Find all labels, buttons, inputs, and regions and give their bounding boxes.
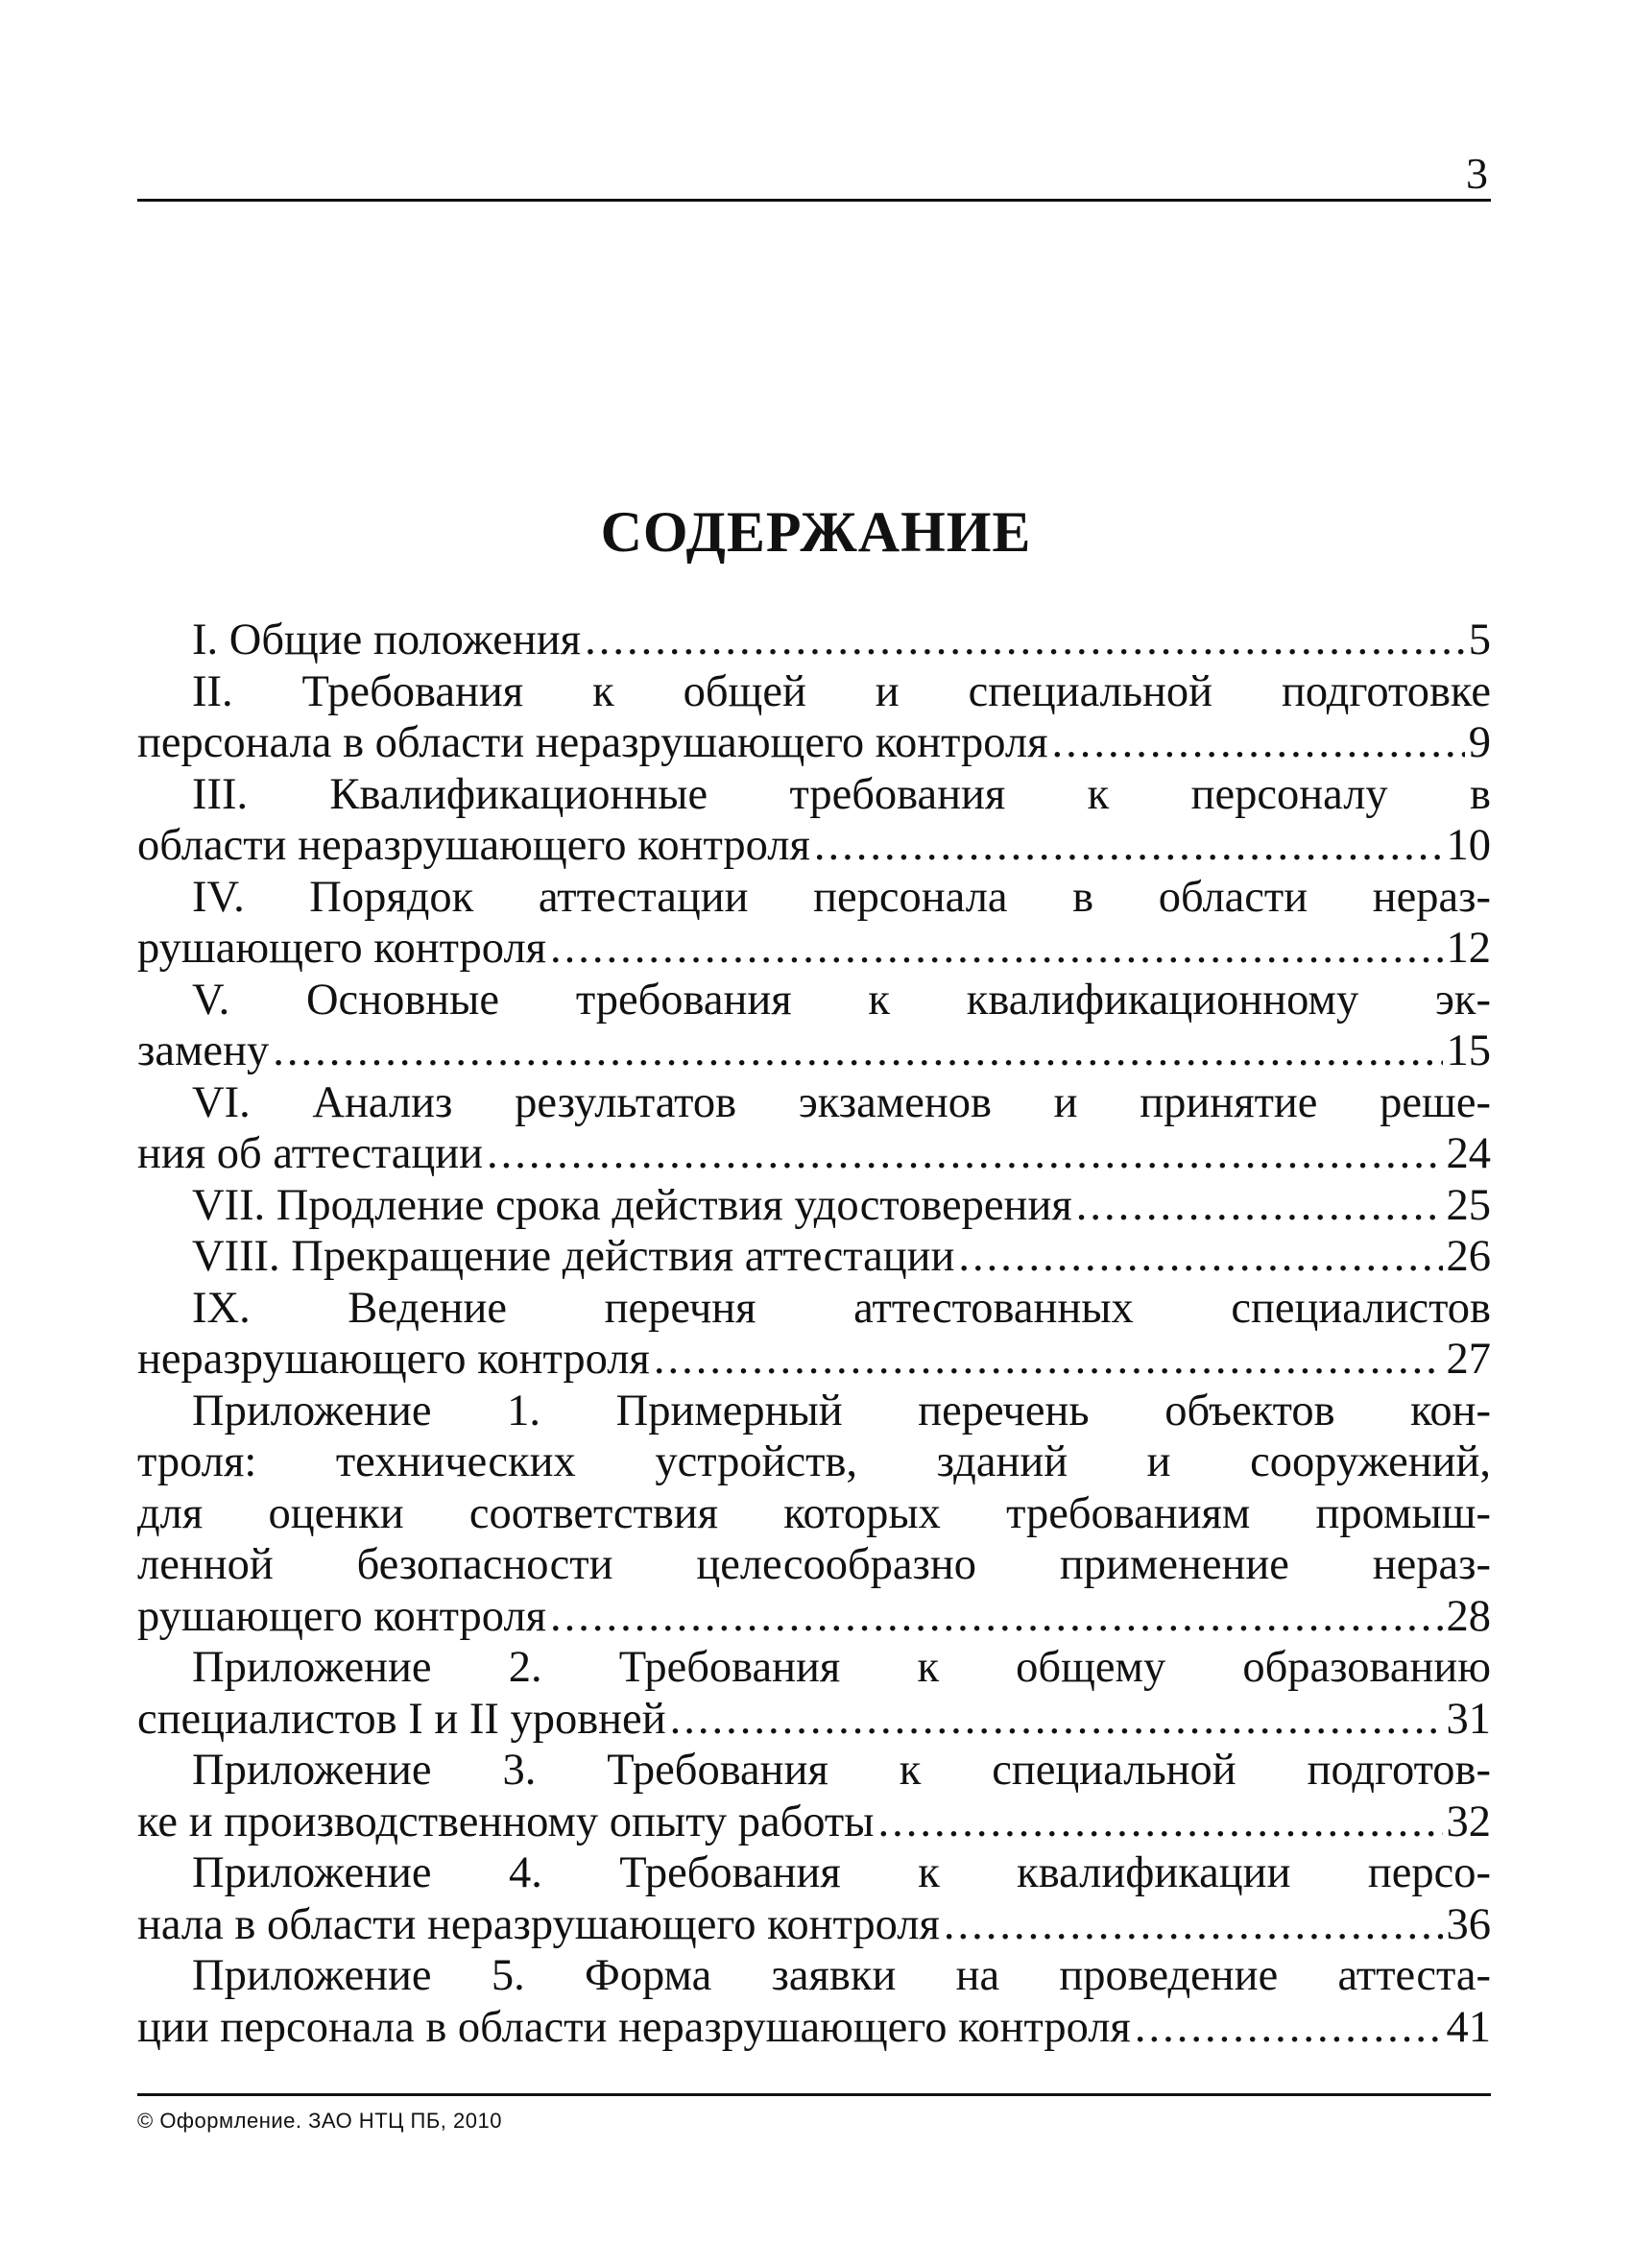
toc-entry-text: IX. Ведение перечня аттестованных специалистов	[192, 1283, 1491, 1333]
toc-line	[137, 1539, 1491, 1591]
toc-leader-dots	[877, 1797, 1442, 1848]
toc-entry-text: персонала в области неразрушающего контроля	[137, 718, 1048, 767]
toc-entry	[137, 1642, 1491, 1745]
toc-entry-text: Приложение 2. Требования к общему образованию	[192, 1643, 1491, 1692]
toc-page-number: 5	[1468, 615, 1491, 664]
toc-line-last	[137, 1128, 1491, 1180]
toc-entry-text: VII. Продление срока действия удостоверения	[192, 1180, 1072, 1230]
toc-entry-text: Приложение 1. Примерный перечень объектов кон-	[192, 1386, 1491, 1436]
toc-line-last	[137, 1334, 1491, 1386]
toc-line	[137, 1436, 1491, 1488]
toc-entry	[137, 1386, 1491, 1643]
toc-entry-text: III. Квалификационные требования к персоналу в	[192, 769, 1491, 819]
toc-leader-dots	[670, 1694, 1443, 1746]
toc-entry-text: рушающего контроля	[137, 924, 547, 973]
toc-entry-text: ленной безопасности целесообразно применение нераз-	[137, 1540, 1491, 1589]
page-title: СОДЕРЖАНИЕ	[600, 500, 1032, 564]
toc-entry-text: IV. Порядок аттестации персонала в области нераз-	[192, 872, 1491, 922]
toc-line-last	[137, 923, 1491, 975]
toc-entry-text: для оценки соответствия которых требованиям промыш-	[137, 1488, 1491, 1538]
toc-leader-dots	[273, 1025, 1442, 1077]
toc-entry	[137, 1847, 1491, 1950]
toc-entry-text: специалистов I и II уровней	[137, 1694, 666, 1744]
toc-leader-dots	[550, 923, 1442, 975]
toc-entry-text: области неразрушающего контроля	[137, 821, 810, 870]
toc-page-number: 25	[1446, 1180, 1491, 1230]
table-of-contents	[137, 615, 1491, 2053]
toc-leader-dots	[944, 1899, 1443, 1951]
toc-page-number: 15	[1446, 1026, 1491, 1075]
toc-leader-dots	[550, 1591, 1442, 1643]
toc-page-number: 12	[1446, 924, 1491, 973]
toc-line	[137, 1488, 1491, 1540]
toc-page-number: 31	[1446, 1694, 1491, 1744]
toc-entry-text: II. Требования к общей и специальной подготовке	[192, 666, 1491, 716]
toc-entry-text: троля: технических устройств, зданий и сооружений,	[137, 1437, 1491, 1486]
toc-page-number: 32	[1446, 1797, 1491, 1846]
toc-line	[137, 1745, 1491, 1797]
toc-leader-dots	[1052, 717, 1465, 769]
toc-line-last	[137, 615, 1491, 666]
toc-line	[137, 1077, 1491, 1129]
toc-entry-text: VIII. Прекращение действия аттестации	[192, 1232, 955, 1281]
toc-line-last	[137, 1025, 1491, 1077]
toc-leader-dots	[654, 1334, 1443, 1386]
copyright-notice: © Оформление. ЗАО НТЦ ПБ, 2010	[137, 2109, 502, 2133]
toc-leader-dots	[487, 1128, 1442, 1180]
toc-line	[137, 1950, 1491, 2002]
toc-entry-text: I. Общие положения	[192, 615, 582, 664]
toc-line	[137, 666, 1491, 718]
toc-line	[137, 872, 1491, 924]
header-rule	[137, 199, 1491, 202]
toc-line-last	[137, 717, 1491, 769]
toc-leader-dots	[585, 615, 1465, 666]
toc-entry	[137, 1283, 1491, 1386]
toc-entry-text: ции персонала в области неразрушающего контроля	[137, 2002, 1131, 2052]
toc-entry	[137, 666, 1491, 769]
toc-line-last	[137, 820, 1491, 872]
toc-entry	[137, 1180, 1491, 1232]
toc-entry-text: ке и производственному опыту работы	[137, 1797, 875, 1846]
toc-entry-text: нала в области неразрушающего контроля	[137, 1899, 940, 1949]
toc-entry	[137, 1231, 1491, 1283]
toc-entry-text: V. Основные требования к квалификационному эк-	[192, 975, 1491, 1025]
toc-leader-dots	[1076, 1180, 1443, 1232]
toc-entry-text: ния об аттестации	[137, 1129, 484, 1178]
toc-line	[137, 1283, 1491, 1335]
toc-page-number: 26	[1446, 1232, 1491, 1281]
toc-line	[137, 1386, 1491, 1437]
toc-entry-text: неразрушающего контроля	[137, 1335, 650, 1384]
toc-entry	[137, 872, 1491, 975]
toc-line	[137, 769, 1491, 821]
toc-entry-text: Приложение 3. Требования к специальной подготов-	[192, 1746, 1491, 1795]
toc-entry	[137, 769, 1491, 872]
toc-entry-text: VI. Анализ результатов экзаменов и принятие реше-	[192, 1077, 1491, 1127]
toc-page-number: 10	[1446, 821, 1491, 870]
page-number: 3	[1466, 149, 1488, 198]
toc-page-number: 41	[1446, 2002, 1491, 2052]
toc-entry	[137, 1077, 1491, 1180]
toc-leader-dots	[814, 820, 1443, 872]
toc-line-last	[137, 1231, 1491, 1283]
toc-entry-text: замену	[137, 1026, 270, 1075]
toc-entry	[137, 615, 1491, 666]
toc-line	[137, 975, 1491, 1026]
toc-line-last	[137, 1899, 1491, 1951]
toc-line-last	[137, 1797, 1491, 1848]
toc-page-number: 27	[1446, 1335, 1491, 1384]
toc-line-last	[137, 1591, 1491, 1643]
toc-leader-dots	[1135, 2002, 1443, 2054]
toc-page-number: 28	[1446, 1591, 1491, 1641]
toc-line-last	[137, 1180, 1491, 1232]
toc-leader-dots	[958, 1231, 1442, 1283]
toc-entry-text: рушающего контроля	[137, 1591, 547, 1641]
toc-line-last	[137, 2002, 1491, 2054]
toc-entry	[137, 975, 1491, 1077]
toc-line	[137, 1642, 1491, 1694]
toc-entry	[137, 1745, 1491, 1847]
toc-entry	[137, 1950, 1491, 2053]
toc-page-number: 9	[1468, 718, 1491, 767]
toc-page-number: 24	[1446, 1129, 1491, 1178]
toc-line	[137, 1847, 1491, 1899]
toc-entry-text: Приложение 5. Форма заявки на проведение аттеста-	[192, 1951, 1491, 2000]
toc-line-last	[137, 1694, 1491, 1746]
footer-rule	[137, 2093, 1491, 2096]
toc-page-number: 36	[1446, 1899, 1491, 1949]
toc-entry-text: Приложение 4. Требования к квалификации персо-	[192, 1848, 1491, 1897]
